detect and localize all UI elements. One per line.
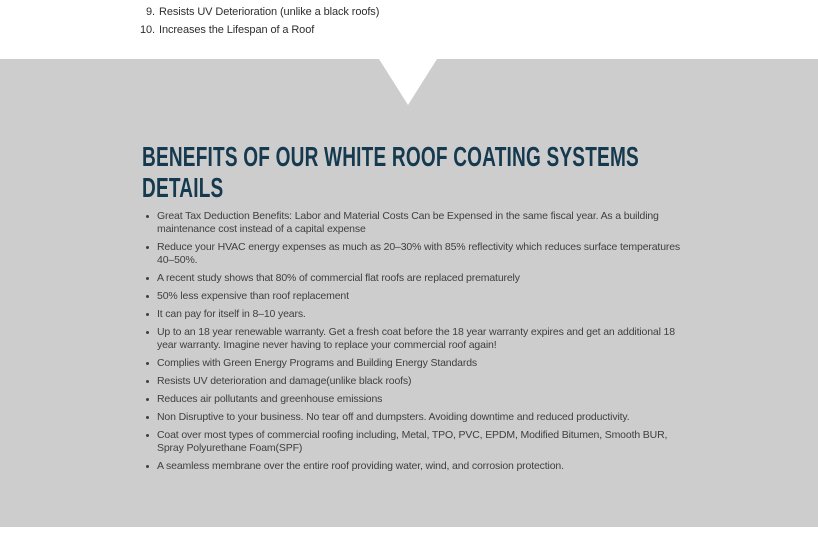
bottom-white-strip [0,527,818,542]
benefit-text: Non Disruptive to your business. No tear off and dumpsters. Avoiding downtime and reduced productivity. [157,411,630,423]
bullet-icon [146,313,149,316]
benefit-item [142,272,694,285]
bullet-icon [146,295,149,298]
numbered-list [138,6,818,37]
benefits-section [0,59,818,527]
benefit-item [142,429,694,455]
numbered-list-item [138,6,818,19]
bullet-icon [146,331,149,334]
benefits-list [142,210,694,473]
benefit-text: Reduces air pollutants and greenhouse emissions [157,393,383,405]
bullet-icon [146,465,149,468]
section-heading: BENEFITS OF OUR WHITE ROOF COATING SYSTEMS DETAILS [142,141,639,203]
benefit-item [142,290,694,303]
benefit-text: 50% less expensive than roof replacement [157,290,349,302]
benefit-text: Great Tax Deduction Benefits: Labor and Material Costs Can be Expensed in the same fiscal year. As a building maintenance cost instead of a capital expense [157,210,659,235]
notch-triangle-icon [379,59,437,105]
benefit-text: It can pay for itself in 8–10 years. [157,308,306,320]
bullet-icon [146,398,149,401]
benefit-item [142,393,694,406]
benefit-text: Up to an 18 year renewable warranty. Get a fresh coat before the 18 year warranty expires and get an additional 18 year warranty. Imagine never having to replace your commercial roof again! [157,326,675,351]
benefit-item [142,357,694,370]
benefit-item [142,375,694,388]
benefit-text: A recent study shows that 80% of commercial flat roofs are replaced prematurely [157,272,520,284]
benefit-item [142,210,694,236]
benefit-text: Complies with Green Energy Programs and Building Energy Standards [157,357,478,369]
benefit-item [142,241,694,267]
benefit-item [142,460,694,473]
list-item-number: 9. [146,6,155,18]
bullet-icon [146,416,149,419]
list-item-text: Resists UV Deterioration (unlike a black roofs) [159,6,380,18]
benefit-item [142,326,694,352]
benefit-item [142,411,694,424]
bullet-icon [146,380,149,383]
top-numbered-list-band [0,0,818,59]
numbered-list-item [138,24,818,37]
list-item-number: 10. [140,24,155,36]
bullet-icon [146,434,149,437]
benefit-text: A seamless membrane over the entire roof providing water, wind, and corrosion protection. [157,460,564,472]
bullet-icon [146,362,149,365]
benefit-text: Coat over most types of commercial roofing including, Metal, TPO, PVC, EPDM, Modified Bitumen, Smooth BUR, Spray Polyurethane Foam(SPF) [157,429,668,454]
benefit-item [142,308,694,321]
bullet-icon [146,215,149,218]
bullet-icon [146,246,149,249]
list-item-text: Increases the Lifespan of a Roof [159,24,315,36]
benefit-text: Reduce your HVAC energy expenses as much as 20–30% with 85% reflectivity which reduces surface temperatures 40–50%. [157,241,681,266]
bullet-icon [146,277,149,280]
benefit-text: Resists UV deterioration and damage(unlike black roofs) [157,375,412,387]
